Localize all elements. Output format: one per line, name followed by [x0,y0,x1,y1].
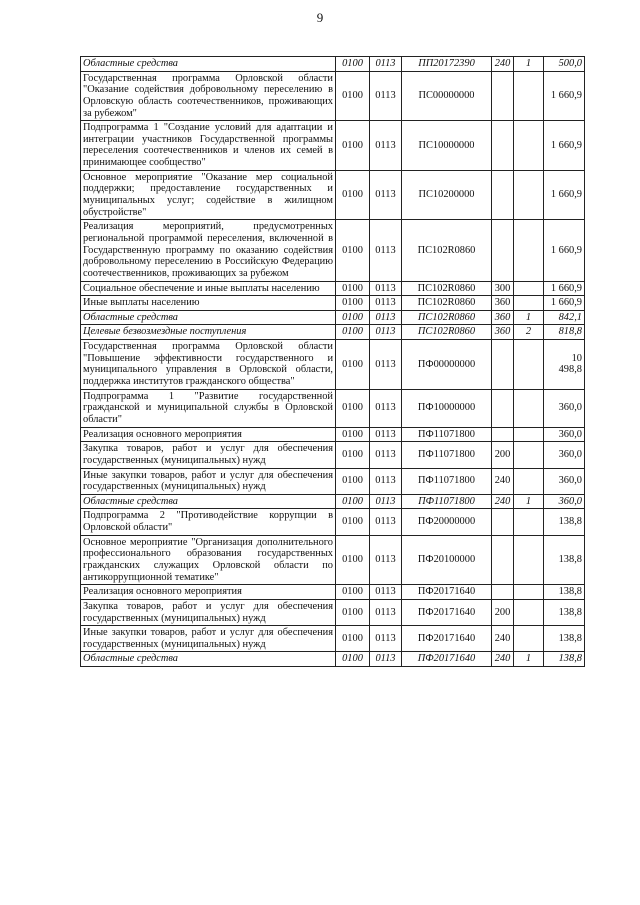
row-name-cell: Реализация основного мероприятия [81,427,336,442]
funding-source-code-cell: 1 [514,310,544,325]
amount-cell: 1 660,9 [544,170,585,220]
target-article-code-cell: ПС102R0860 [402,325,492,340]
target-article-code-cell: ПС102R0860 [402,220,492,281]
target-article-code-cell: ПФ11071800 [402,442,492,468]
amount-cell: 360,0 [544,442,585,468]
target-article-code-cell: ПФ20171640 [402,626,492,652]
section-code-cell: 0100 [336,585,370,600]
row-name-cell: Основное мероприятие "Организация дополнительного профессионального образования государственных гражданских служащих Орловской области по антикоррупционной тематике" [81,535,336,585]
expense-type-code-cell: 240 [492,57,514,72]
expense-type-code-cell: 360 [492,310,514,325]
section-code-cell: 0100 [336,57,370,72]
amount-cell: 138,8 [544,652,585,667]
target-article-code-cell: ПФ20171640 [402,652,492,667]
section-code-cell: 0100 [336,535,370,585]
table-row [81,427,585,442]
funding-source-code-cell [514,599,544,625]
funding-source-code-cell [514,535,544,585]
subsection-code-cell: 0113 [370,220,402,281]
subsection-code-cell: 0113 [370,340,402,390]
table-body [81,57,585,667]
table-row [81,389,585,427]
subsection-code-cell: 0113 [370,71,402,121]
table-row [81,535,585,585]
subsection-code-cell: 0113 [370,442,402,468]
section-code-cell: 0100 [336,310,370,325]
target-article-code-cell: ПФ11071800 [402,468,492,494]
target-article-code-cell: ПФ20171640 [402,599,492,625]
target-article-code-cell: ПФ10000000 [402,389,492,427]
amount-cell: 138,8 [544,535,585,585]
target-article-code-cell: ПП20172390 [402,57,492,72]
amount-cell: 360,0 [544,468,585,494]
subsection-code-cell: 0113 [370,310,402,325]
expense-type-code-cell: 200 [492,599,514,625]
subsection-code-cell: 0113 [370,296,402,311]
expense-type-code-cell [492,170,514,220]
subsection-code-cell: 0113 [370,599,402,625]
amount-cell: 360,0 [544,427,585,442]
subsection-code-cell: 0113 [370,494,402,509]
expense-type-code-cell [492,121,514,171]
table-row [81,626,585,652]
section-code-cell: 0100 [336,281,370,296]
funding-source-code-cell [514,509,544,535]
row-name-cell: Реализация мероприятий, предусмотренных региональной программой переселения, включенной в Государственную программу по оказанию содействия добровольному переселению в Российскую Федерацию соотечественников, проживающих за рубежом [81,220,336,281]
expense-type-code-cell: 240 [492,626,514,652]
subsection-code-cell: 0113 [370,509,402,535]
target-article-code-cell: ПФ20000000 [402,509,492,535]
funding-source-code-cell [514,296,544,311]
amount-cell: 1 660,9 [544,71,585,121]
table-row [81,494,585,509]
row-name-cell: Закупка товаров, работ и услуг для обеспечения государственных (муниципальных) нужд [81,599,336,625]
amount-cell: 138,8 [544,626,585,652]
section-code-cell: 0100 [336,599,370,625]
amount-cell: 360,0 [544,494,585,509]
expense-type-code-cell: 300 [492,281,514,296]
table-row [81,652,585,667]
expense-type-code-cell: 240 [492,494,514,509]
row-name-cell: Подпрограмма 2 "Противодействие коррупции в Орловской области" [81,509,336,535]
section-code-cell: 0100 [336,509,370,535]
target-article-code-cell: ПС102R0860 [402,310,492,325]
target-article-code-cell: ПС10200000 [402,170,492,220]
funding-source-code-cell [514,468,544,494]
table-row [81,325,585,340]
amount-cell: 818,8 [544,325,585,340]
expense-type-code-cell [492,220,514,281]
target-article-code-cell: ПФ20100000 [402,535,492,585]
section-code-cell: 0100 [336,626,370,652]
target-article-code-cell: ПС102R0860 [402,296,492,311]
amount-cell: 842,1 [544,310,585,325]
funding-source-code-cell [514,442,544,468]
section-code-cell: 0100 [336,170,370,220]
expense-type-code-cell [492,389,514,427]
row-name-cell: Целевые безвозмездные поступления [81,325,336,340]
funding-source-code-cell [514,121,544,171]
row-name-cell: Областные средства [81,310,336,325]
target-article-code-cell: ПФ11071800 [402,494,492,509]
expense-type-code-cell: 240 [492,652,514,667]
table-row [81,71,585,121]
table-row [81,310,585,325]
subsection-code-cell: 0113 [370,427,402,442]
funding-source-code-cell [514,427,544,442]
section-code-cell: 0100 [336,121,370,171]
amount-cell: 138,8 [544,509,585,535]
row-name-cell: Государственная программа Орловской области "Оказание содействия добровольному переселению в Орловскую область соотечественников, проживающих за рубежом" [81,71,336,121]
funding-source-code-cell [514,220,544,281]
funding-source-code-cell [514,585,544,600]
amount-cell: 138,8 [544,585,585,600]
section-code-cell: 0100 [336,427,370,442]
section-code-cell: 0100 [336,220,370,281]
subsection-code-cell: 0113 [370,468,402,494]
amount-cell: 10 498,8 [544,340,585,390]
target-article-code-cell: ПФ00000000 [402,340,492,390]
subsection-code-cell: 0113 [370,281,402,296]
subsection-code-cell: 0113 [370,325,402,340]
section-code-cell: 0100 [336,494,370,509]
row-name-cell: Подпрограмма 1 "Развитие государственной гражданской и муниципальной службы в Орловской области" [81,389,336,427]
row-name-cell: Областные средства [81,652,336,667]
expense-type-code-cell: 200 [492,442,514,468]
subsection-code-cell: 0113 [370,121,402,171]
target-article-code-cell: ПФ11071800 [402,427,492,442]
target-article-code-cell: ПС10000000 [402,121,492,171]
amount-cell: 1 660,9 [544,220,585,281]
funding-source-code-cell [514,281,544,296]
row-name-cell: Иные выплаты населению [81,296,336,311]
table-row [81,442,585,468]
table-row [81,296,585,311]
table-row [81,170,585,220]
row-name-cell: Основное мероприятие "Оказание мер социальной поддержки; предоставление государственных и муниципальных услуг; содействие в жилищном обустройстве" [81,170,336,220]
subsection-code-cell: 0113 [370,652,402,667]
row-name-cell: Реализация основного мероприятия [81,585,336,600]
expense-type-code-cell [492,535,514,585]
expense-type-code-cell: 360 [492,325,514,340]
funding-source-code-cell [514,170,544,220]
subsection-code-cell: 0113 [370,170,402,220]
table-row [81,220,585,281]
funding-source-code-cell [514,626,544,652]
section-code-cell: 0100 [336,442,370,468]
table-row [81,599,585,625]
target-article-code-cell: ПС102R0860 [402,281,492,296]
expense-type-code-cell: 360 [492,296,514,311]
subsection-code-cell: 0113 [370,389,402,427]
target-article-code-cell: ПС00000000 [402,71,492,121]
expense-type-code-cell [492,71,514,121]
row-name-cell: Закупка товаров, работ и услуг для обеспечения государственных (муниципальных) нужд [81,442,336,468]
subsection-code-cell: 0113 [370,626,402,652]
row-name-cell: Подпрограмма 1 "Создание условий для адаптации и интеграции участников Государственной программы переселения соотечественников и членов их семей в принимающее сообщество" [81,121,336,171]
row-name-cell: Областные средства [81,57,336,72]
table-row [81,509,585,535]
subsection-code-cell: 0113 [370,585,402,600]
section-code-cell: 0100 [336,325,370,340]
amount-cell: 1 660,9 [544,281,585,296]
section-code-cell: 0100 [336,389,370,427]
amount-cell: 1 660,9 [544,296,585,311]
expense-type-code-cell [492,427,514,442]
target-article-code-cell: ПФ20171640 [402,585,492,600]
row-name-cell: Иные закупки товаров, работ и услуг для обеспечения государственных (муниципальных) нужд [81,626,336,652]
budget-table [80,56,585,667]
funding-source-code-cell [514,71,544,121]
amount-cell: 1 660,9 [544,121,585,171]
row-name-cell: Иные закупки товаров, работ и услуг для обеспечения государственных (муниципальных) нужд [81,468,336,494]
funding-source-code-cell: 2 [514,325,544,340]
expense-type-code-cell: 240 [492,468,514,494]
amount-cell: 360,0 [544,389,585,427]
funding-source-code-cell: 1 [514,57,544,72]
expense-type-code-cell [492,509,514,535]
table-row [81,281,585,296]
table-row [81,340,585,390]
page-number: 9 [316,10,324,25]
subsection-code-cell: 0113 [370,535,402,585]
table-row [81,121,585,171]
row-name-cell: Областные средства [81,494,336,509]
expense-type-code-cell [492,585,514,600]
amount-cell: 500,0 [544,57,585,72]
amount-cell: 138,8 [544,599,585,625]
funding-source-code-cell: 1 [514,494,544,509]
subsection-code-cell: 0113 [370,57,402,72]
table-row [81,468,585,494]
table-row [81,57,585,72]
funding-source-code-cell [514,389,544,427]
funding-source-code-cell [514,340,544,390]
row-name-cell: Социальное обеспечение и иные выплаты населению [81,281,336,296]
section-code-cell: 0100 [336,468,370,494]
section-code-cell: 0100 [336,340,370,390]
section-code-cell: 0100 [336,652,370,667]
section-code-cell: 0100 [336,71,370,121]
table-row [81,585,585,600]
section-code-cell: 0100 [336,296,370,311]
funding-source-code-cell: 1 [514,652,544,667]
expense-type-code-cell [492,340,514,390]
row-name-cell: Государственная программа Орловской области "Повышение эффективности государственного и муниципального управления в Орловской области, поддержка институтов гражданского общества" [81,340,336,390]
